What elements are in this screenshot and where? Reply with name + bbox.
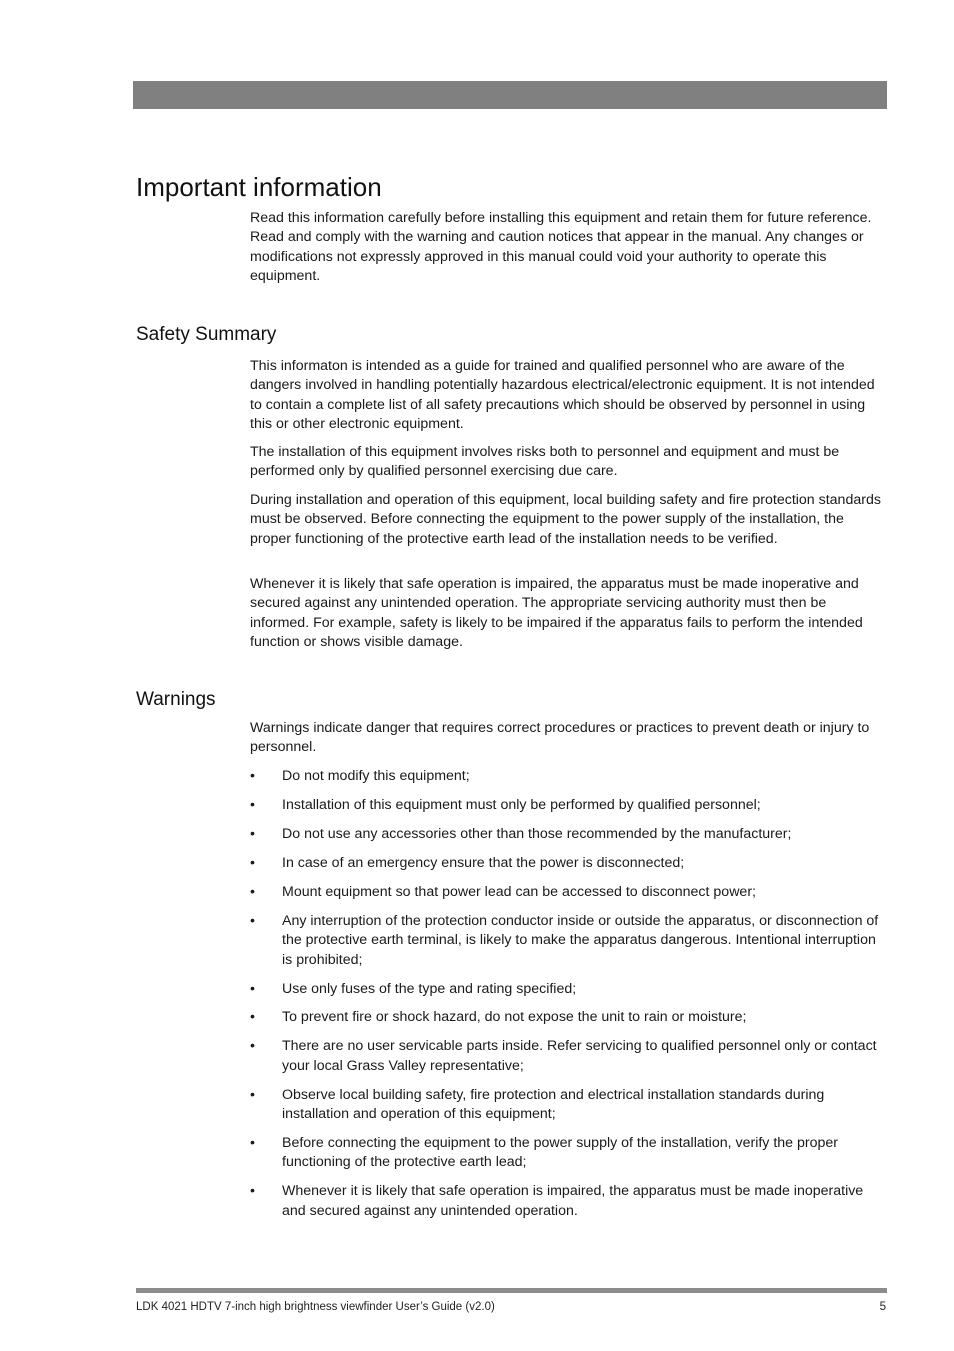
page-title: Important information bbox=[136, 172, 382, 202]
list-item-text: Before connecting the equipment to the power supply of the installation, verify the proper functioning of the protective earth lead; bbox=[282, 1135, 839, 1171]
list-item bbox=[250, 1037, 890, 1076]
page-number: 5 bbox=[879, 1301, 886, 1313]
bullet-icon: • bbox=[250, 912, 255, 929]
list-item bbox=[250, 796, 890, 815]
list-item bbox=[250, 854, 890, 873]
warnings-heading: Warnings bbox=[136, 689, 216, 710]
list-item-text: In case of an emergency ensure that the power is disconnected; bbox=[282, 854, 685, 871]
list-item bbox=[250, 1134, 890, 1173]
bullet-icon: • bbox=[250, 1135, 255, 1152]
bullet-icon: • bbox=[250, 1038, 255, 1055]
safety-paragraph-2: The installation of this equipment involves risks both to personnel and equipment and must be performed only by qualified personnel exercising due care. bbox=[250, 444, 840, 480]
list-item bbox=[250, 1008, 890, 1027]
header-bar bbox=[133, 81, 887, 109]
list-item-text: To prevent fire or shock hazard, do not expose the unit to rain or moisture; bbox=[282, 1009, 747, 1026]
list-item bbox=[250, 767, 890, 786]
list-item-text: There are no user servicable parts inside. Refer servicing to qualified personnel only or contact your local Grass Valley representative; bbox=[282, 1038, 877, 1074]
warnings-list bbox=[250, 767, 890, 1231]
list-item-text: Any interruption of the protection conductor inside or outside the apparatus, or disconnection of the protective earth terminal, is likely to make the apparatus dangerous. Intentional interruption is prohibited; bbox=[282, 912, 879, 968]
list-item bbox=[250, 1086, 890, 1125]
safety-paragraph-1: This informaton is intended as a guide for trained and qualified personnel who are aware of the dangers involved in handling potentially hazardous electrical/electronic equipment. It is not intended to contain a complete list of all safety precautions which should be observed by personnel in using this or other electronic equipment. bbox=[250, 358, 875, 432]
list-item bbox=[250, 1182, 890, 1221]
list-item-text: Use only fuses of the type and rating specified; bbox=[282, 980, 577, 997]
list-item-text: Do not use any accessories other than those recommended by the manufacturer; bbox=[282, 825, 792, 842]
warnings-intro: Warnings indicate danger that requires correct procedures or practices to prevent death or injury to personnel. bbox=[250, 720, 870, 756]
list-item-text: Do not modify this equipment; bbox=[282, 768, 470, 784]
bullet-icon: • bbox=[250, 980, 255, 997]
safety-summary-heading: Safety Summary bbox=[136, 324, 277, 345]
bullet-icon: • bbox=[250, 854, 255, 871]
list-item bbox=[250, 883, 890, 902]
safety-paragraph-4: Whenever it is likely that safe operation is impaired, the apparatus must be made inoperative and secured against any unintended operation. The appropriate servicing authority must then be informed. For example, safety is likely to be impaired if the apparatus fails to perform the intended function or shows visible damage. bbox=[250, 576, 863, 650]
bullet-icon: • bbox=[250, 825, 255, 842]
list-item-text: Installation of this equipment must only be performed by qualified personnel; bbox=[282, 796, 761, 813]
bullet-icon: • bbox=[250, 1086, 255, 1103]
footer-document-title: LDK 4021 HDTV 7-inch high brightness viewfinder User’s Guide (v2.0) bbox=[136, 1301, 495, 1313]
bullet-icon: • bbox=[250, 768, 255, 784]
list-item bbox=[250, 825, 890, 844]
list-item-text: Mount equipment so that power lead can be accessed to disconnect power; bbox=[282, 883, 756, 900]
list-item bbox=[250, 912, 890, 970]
bullet-icon: • bbox=[250, 883, 255, 900]
safety-paragraph-3: During installation and operation of this equipment, local building safety and fire protection standards must be observed. Before connecting the equipment to the power supply of the installation, the proper functioning of the protective earth lead of the installation needs to be verified. bbox=[250, 492, 881, 547]
bullet-icon: • bbox=[250, 1009, 255, 1026]
intro-paragraph: Read this information carefully before installing this equipment and retain them for future reference. Read and comply with the warning and caution notices that appear in the manual. Any changes or modifications not expressly approved in this manual could void your authority to operate this equipment. bbox=[250, 210, 872, 284]
footer-bar bbox=[136, 1288, 887, 1293]
list-item-text: Whenever it is likely that safe operation is impaired, the apparatus must be made inoperative and secured against any unintended operation. bbox=[282, 1183, 864, 1219]
list-item bbox=[250, 980, 890, 999]
bullet-icon: • bbox=[250, 1183, 255, 1200]
bullet-icon: • bbox=[250, 796, 255, 813]
list-item-text: Observe local building safety, fire protection and electrical installation standards during installation and operation of this equipment; bbox=[282, 1086, 825, 1123]
